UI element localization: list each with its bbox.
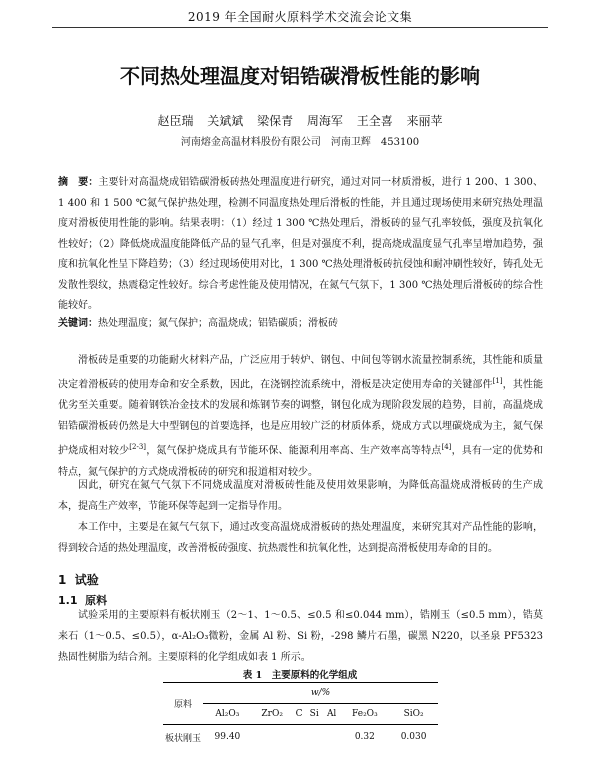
table-cell (323, 725, 341, 750)
affiliation: 河南熔金高温材料股份有限公司 河南卫辉 453100 (180, 137, 420, 148)
column-header: Al (323, 704, 341, 725)
intro-paragraph-2: 因此，研究在氮气气氛下不同烧成温度对滑板砖性能及使用效果影响，为降低高温烧成滑板砖的生产成本，提高生产效率，节能环保等起到一定指导作用。 (58, 480, 543, 512)
citation: [2-3] (129, 443, 147, 452)
table-cell (306, 725, 323, 750)
abstract-label: 摘 要： (58, 177, 99, 188)
paper-title: 不同热处理温度对铝锆碳滑板性能的影响 (120, 64, 480, 88)
composition-table (163, 682, 438, 749)
citation: [1] (492, 377, 503, 385)
column-header: C (293, 704, 306, 725)
materials-paragraph: 试验采用的主要原料有板状刚玉（2～1、1～0.5、≤0.5 和≤0.044 mm），锆刚玉（≤0.5 mm），锆莫来石（1～0.5、≤0.5），α-Al₂O₃微粉，金属 Al 粉、Si 粉，-298 鳞片石墨，碳黑 N220，以圣泉 PF5323 热固性树脂为结合剂。主要原料的化学组成如表 1 所示。 (58, 610, 543, 663)
column-header: SiO₂ (389, 704, 438, 725)
citation: [4] (441, 443, 452, 452)
table-cell: 0.32 (354, 732, 375, 742)
table-row (163, 725, 438, 750)
intro-text-d: ，具有一定的优势和特点，氮气保护的方式烧成滑板砖的研究和报道相对较少。 (58, 445, 544, 478)
abstract (58, 173, 543, 317)
author-list: 赵臣瑞 关斌斌 梁保青 周海军 王全喜 来丽苹 (157, 114, 443, 128)
unit-label: w/% (203, 683, 438, 704)
subsection-number: 1.1 (58, 594, 78, 607)
intro-text-a: 滑板砖是重要的功能耐火材料产品，广泛应用于转炉、钢包、中间包等钢水流量控制系统，其性能和质量决定着滑板砖的使用寿命和安全系数，因此，在浇钢控流系统中，滑板是决定使用寿命的关键部件 (58, 355, 543, 391)
row-name: 板状刚玉 (164, 733, 201, 744)
column-header: Al₂O₃ (203, 704, 252, 725)
table-cell: 0.030 (400, 732, 427, 742)
section-number: 1 (58, 573, 67, 587)
table-cell (293, 725, 306, 750)
column-header: Fe₂O₃ (341, 704, 390, 725)
keywords-text: 热处理温度；氮气保护；高温烧成；铝锆碳质；滑板砖 (98, 318, 338, 329)
table-cell: 99.40 (214, 732, 241, 742)
keywords (58, 314, 543, 329)
running-header: 2019 年全国耐火原料学术交流会论文集 (187, 10, 413, 24)
abstract-text: 主要针对高温烧成铝锆碳滑板砖热处理温度进行研究，通过对同一材质滑板，进行 1 200、1 300、1 400 和 1 500 ℃氮气保护热处理，检测不同温度热处理后滑板的性能，并且通过现场使用来研究热处理温度对滑板使用性能的影响。结果表明：（1）经过 1 300 ℃热处理后，滑板砖的显气孔率较低，强度及抗氧化性较好；（2）降低烧成温度能降低产品的显气孔率，但是对强度不利，提高烧成温度显气孔率呈增加趋势，强度和抗氧化性呈下降趋势；（3）经过现场使用对比，1 300 ℃热处理滑板砖抗侵蚀和耐冲刷性较好，铸孔处无发散性裂纹，热震稳定性较好。综合考虑性能及使用情况，在氮气气氛下，1 300 ℃热处理后滑板砖的综合性能较好。 (58, 177, 544, 311)
section-heading (58, 571, 99, 588)
subsection-title: 原料 (85, 594, 108, 607)
row-header-label: 原料 (163, 683, 203, 725)
intro-paragraph-1 (58, 350, 543, 483)
table-caption: 表 1 主要原料的化学组成 (242, 670, 358, 681)
keywords-label: 关键词： (58, 318, 98, 329)
intro-paragraph-3: 本工作中，主要是在氮气气氛下，通过改变高温烧成滑板砖的热处理温度，来研究其对产品性能的影响，得到较合适的热处理温度，改善滑板砖强度、抗热震性和抗氧化性，达到提高滑板使用寿命的目的。 (58, 522, 543, 554)
section-title: 试验 (74, 573, 99, 587)
table-cell (252, 725, 293, 750)
column-header: Si (306, 704, 323, 725)
column-header: ZrO₂ (252, 704, 293, 725)
header-divider (52, 27, 548, 28)
intro-text-b: ，其性能优劣至关重要。随着钢铁冶金技术的发展和炼钢节奏的调整，钢包化成为现阶段发展的趋势，目前，高温烧成铝锆碳滑板砖仍然是大中型钢包的首要选择，也是应用较广泛的材质体系，烧成方式以埋碳烧成为主，氮气保护烧成相对较少 (58, 379, 544, 457)
intro-text-c: ，氮气保护烧成具有节能环保、能源利用率高、生产效率高等特点 (146, 445, 442, 457)
